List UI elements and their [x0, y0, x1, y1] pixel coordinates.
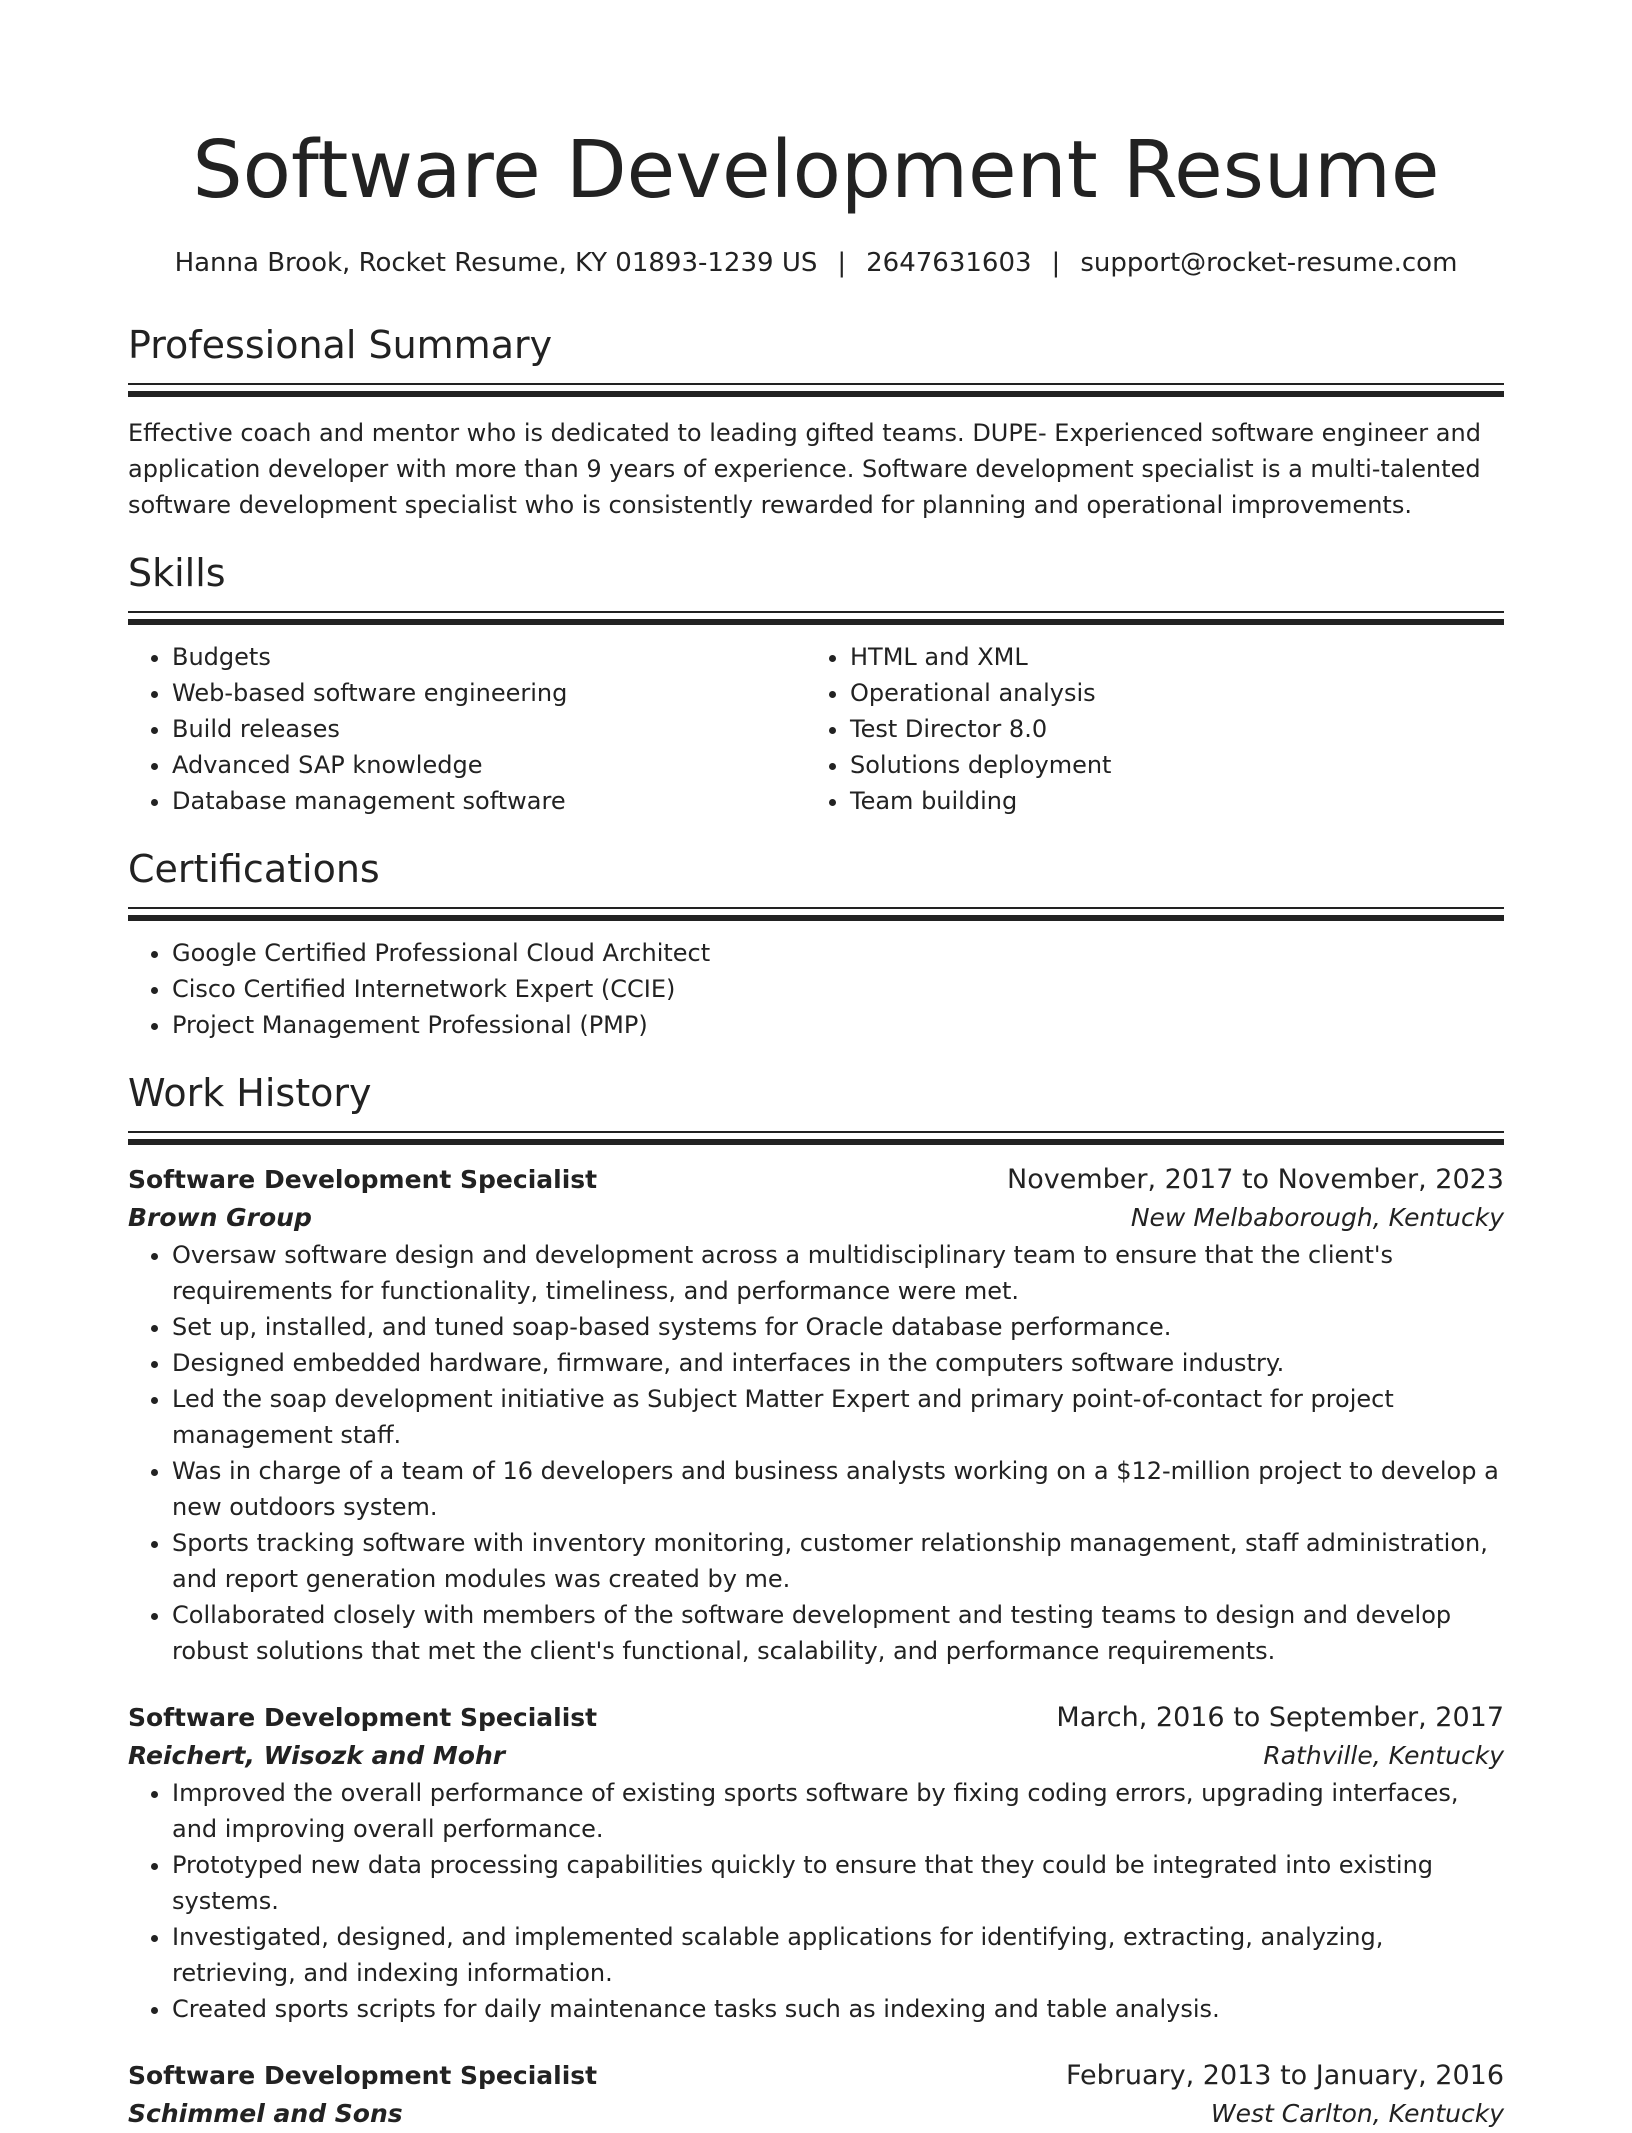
skill-item: • Team building [850, 783, 1484, 819]
contact-email: support@rocket-resume.com [1080, 248, 1458, 278]
skill-item: • Build releases [172, 711, 806, 747]
contact-address: Hanna Brook, Rocket Resume, KY 01893-1239 US [174, 248, 818, 278]
skills-list-left [128, 639, 806, 819]
job-location: Rathville, Kentucky [1263, 1741, 1504, 1770]
contact-line [128, 246, 1504, 280]
job-location: West Carlton, Kentucky [1210, 2099, 1504, 2128]
skill-item: • Budgets [172, 639, 806, 675]
job-bullet: • Collaborated closely with members of the software development and testing teams to design and develop robust solutions that met the client's functional, scalability, and performance requirements. [172, 1597, 1504, 1669]
job-subheader-row [128, 1737, 1504, 1775]
job-header-row [128, 1161, 1504, 1199]
job-bullet-list [128, 1237, 1504, 1669]
section-divider [128, 1131, 1504, 1145]
job-title: Software Development Specialist [128, 1165, 598, 1194]
job-dates: February, 2013 to January, 2016 [1065, 2060, 1504, 2091]
certification-item: • Project Management Professional (PMP) [172, 1007, 1504, 1043]
section-divider [128, 383, 1504, 397]
certification-item: • Google Certified Professional Cloud Architect [172, 935, 1504, 971]
job-title: Software Development Specialist [128, 1703, 598, 1732]
section-divider [128, 611, 1504, 625]
certifications-section [128, 845, 1504, 1043]
contact-separator: | [1051, 248, 1061, 278]
certifications-list [128, 935, 1504, 1043]
job-entry [128, 2057, 1504, 2133]
skill-item: • Solutions deployment [850, 747, 1484, 783]
job-bullet: • Prototyped new data processing capabilities quickly to ensure that they could be integrated into existing systems. [172, 1847, 1504, 1919]
skills-list-right [806, 639, 1484, 819]
summary-section [128, 321, 1504, 523]
job-subheader-row [128, 2095, 1504, 2133]
job-bullet: • Led the soap development initiative as Subject Matter Expert and primary point-of-contact for project management staff. [172, 1381, 1504, 1453]
job-entry [128, 1161, 1504, 1669]
job-bullet: • Created sports scripts for daily maintenance tasks such as indexing and table analysis. [172, 1991, 1504, 2027]
job-bullet: • Sports tracking software with inventory monitoring, customer relationship management, staff administration, and report generation modules was created by me. [172, 1525, 1504, 1597]
section-heading-work-history: Work History [128, 1071, 372, 1115]
contact-phone: 2647631603 [866, 248, 1032, 278]
skill-item: • Operational analysis [850, 675, 1484, 711]
job-bullet: • Improved the overall performance of existing sports software by fixing coding errors, upgrading interfaces, and improving overall performance. [172, 1775, 1504, 1847]
job-location: New Melbaborough, Kentucky [1130, 1203, 1504, 1232]
work-history-section [128, 1069, 1504, 2133]
skills-column-left [128, 639, 806, 819]
job-header-row [128, 1699, 1504, 1737]
certification-item: • Cisco Certified Internetwork Expert (CCIE) [172, 971, 1504, 1007]
job-dates: March, 2016 to September, 2017 [1056, 1702, 1504, 1733]
job-subheader-row [128, 1199, 1504, 1237]
job-company: Reichert, Wisozk and Mohr [128, 1741, 506, 1770]
skill-item: • Database management software [172, 783, 806, 819]
section-heading-certifications: Certifications [128, 847, 380, 891]
job-company: Brown Group [128, 1203, 312, 1232]
job-bullet: • Set up, installed, and tuned soap-based systems for Oracle database performance. [172, 1309, 1504, 1345]
resume-title: Software Development Resume [192, 124, 1440, 216]
job-dates: November, 2017 to November, 2023 [1007, 1164, 1504, 1195]
job-bullet: • Was in charge of a team of 16 developers and business analysts working on a $12-million project to develop a new outdoors system. [172, 1453, 1504, 1525]
skill-item: • HTML and XML [850, 639, 1484, 675]
summary-text: Effective coach and mentor who is dedicated to leading gifted teams. DUPE- Experienced software engineer and application developer with more than 9 years of experience. Software development specialist is a multi-talented software development specialist who is consistently rewarded for planning and operational improvements. [128, 419, 1481, 519]
job-entry [128, 1699, 1504, 2027]
job-bullet: • Designed embedded hardware, firmware, and interfaces in the computers software industry. [172, 1345, 1504, 1381]
section-heading-skills: Skills [128, 551, 226, 595]
section-divider [128, 907, 1504, 921]
skills-section [128, 549, 1504, 819]
skill-item: • Advanced SAP knowledge [172, 747, 806, 783]
job-bullet: • Oversaw software design and development across a multidisciplinary team to ensure that the client's requirements for functionality, timeliness, and performance were met. [172, 1237, 1504, 1309]
job-header-row [128, 2057, 1504, 2095]
skills-column-right [806, 639, 1484, 819]
section-heading-summary: Professional Summary [128, 323, 553, 367]
job-company: Schimmel and Sons [128, 2099, 403, 2128]
skill-item: • Test Director 8.0 [850, 711, 1484, 747]
job-title: Software Development Specialist [128, 2061, 598, 2090]
job-bullet-list [128, 1775, 1504, 2027]
skill-item: • Web-based software engineering [172, 675, 806, 711]
skills-columns [128, 639, 1504, 819]
contact-separator: | [837, 248, 847, 278]
job-bullet: • Investigated, designed, and implemented scalable applications for identifying, extracting, analyzing, retrieving, and indexing information. [172, 1919, 1504, 1991]
